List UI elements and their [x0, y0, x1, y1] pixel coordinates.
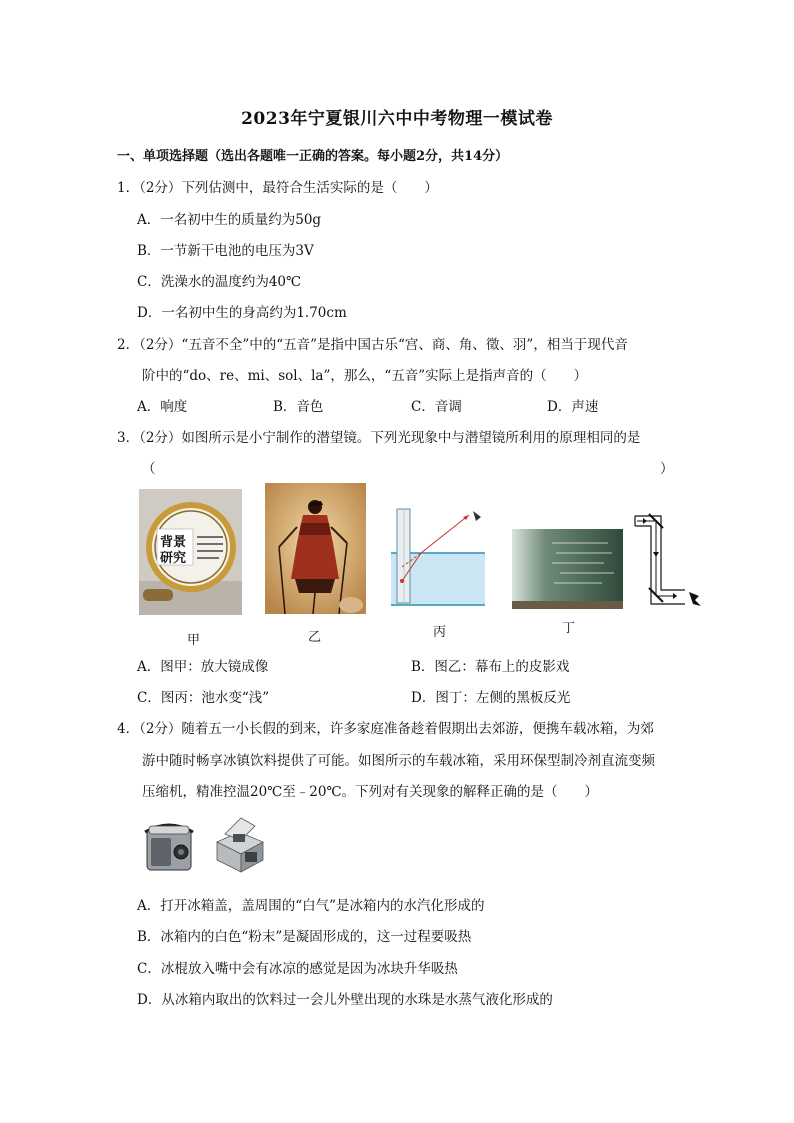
- car-fridge-illustration-2: [211, 812, 267, 876]
- question-2-stem-line2: 阶中的“do、re、mi、sol、la”，那么，“五音”实际上是指声音的（ ）: [142, 368, 588, 384]
- question-3-option-a: A．图甲：放大镜成像: [137, 659, 269, 675]
- figure-caption-yi: 乙: [308, 630, 322, 645]
- question-2-option-b: B．音色: [273, 399, 324, 415]
- periscope-illustration: [633, 512, 707, 610]
- figure-caption-bing: 丙: [433, 625, 447, 640]
- question-3-stem-line1: 3．（2分）如图所示是小宁制作的潜望镜。下列光现象中与潜望镜所利用的原理相同的是: [117, 430, 641, 446]
- question-1-stem: 1．（2分）下列估测中，最符合生活实际的是（ ）: [117, 180, 438, 196]
- section-heading: 一、单项选择题（选出各题唯一正确的答案。每小题2分，共14分）: [117, 149, 509, 164]
- refraction-illustration: [389, 505, 487, 610]
- question-3-paren-left: （: [142, 461, 156, 477]
- figure-bing-refraction: [389, 505, 487, 610]
- question-4-option-d: D．从冰箱内取出的饮料过一会儿外壁出现的水珠是水蒸气液化形成的: [137, 992, 553, 1008]
- question-4-stem-line3: 压缩机，精准控温20℃至﹣20℃。下列对有关现象的解释正确的是（ ）: [142, 784, 599, 800]
- question-1-option-a: A．一名初中生的质量约为50g: [137, 212, 322, 228]
- figure-caption-jia: 甲: [187, 633, 201, 648]
- figure-caption-ding: 丁: [562, 621, 576, 636]
- question-1-option-c: C．洗澡水的温度约为40℃: [137, 274, 302, 290]
- question-3-option-b: B．图乙：幕布上的皮影戏: [411, 659, 570, 675]
- magnifier-illustration: [139, 489, 242, 615]
- question-1-option-b: B．一节新干电池的电压为3V: [137, 243, 314, 259]
- question-4-option-a: A．打开冰箱盖，盖周围的“白气”是冰箱内的水汽化形成的: [137, 898, 485, 914]
- figure-ding-blackboard: [512, 529, 623, 609]
- question-3-option-d: D．图丁：左侧的黑板反光: [411, 690, 571, 706]
- question-3-option-c: C．图丙：池水变“浅”: [137, 690, 270, 706]
- question-2-option-a: A．响度: [137, 399, 188, 415]
- figure-jia-magnifier: [139, 489, 242, 615]
- question-2-stem-line1: 2．（2分）“五音不全”中的“五音”是指中国古乐“宫、商、角、徵、羽”，相当于现代音: [117, 337, 628, 353]
- magnifier-text-1: 背景: [160, 535, 187, 550]
- question-4-option-c: C．冰棍放入嘴中会有冰凉的感觉是因为冰块升华吸热: [137, 961, 458, 977]
- question-4-stem-line1: 4．（2分）随着五一小长假的到来，许多家庭准备趁着假期出去郊游，便携车载冰箱，为郊: [117, 721, 654, 737]
- figure-periscope: [633, 512, 707, 610]
- question-4-option-b: B．冰箱内的白色“粉末”是凝固形成的，这一过程要吸热: [137, 929, 472, 945]
- magnifier-text-2: 研究: [160, 551, 187, 566]
- figure-car-fridge-2: [211, 812, 267, 876]
- question-2-option-c: C．音调: [411, 399, 462, 415]
- question-2-option-d: D．声速: [547, 399, 599, 415]
- figure-yi-shadow-puppet: [265, 483, 366, 614]
- page-title: 2023年宁夏银川六中中考物理一模试卷: [241, 109, 553, 129]
- question-4-stem-line2: 游中随时畅享冰镇饮料提供了可能。如图所示的车载冰箱，采用环保型制冷剂直流变频: [142, 753, 655, 769]
- blackboard-illustration: [512, 529, 623, 609]
- shadow-puppet-illustration: [265, 483, 366, 614]
- question-1-option-d: D．一名初中生的身高约为1.70cm: [137, 305, 347, 321]
- question-3-paren-right: ）: [660, 461, 674, 477]
- car-fridge-illustration-1: [139, 814, 199, 876]
- figure-car-fridge-1: [139, 814, 199, 876]
